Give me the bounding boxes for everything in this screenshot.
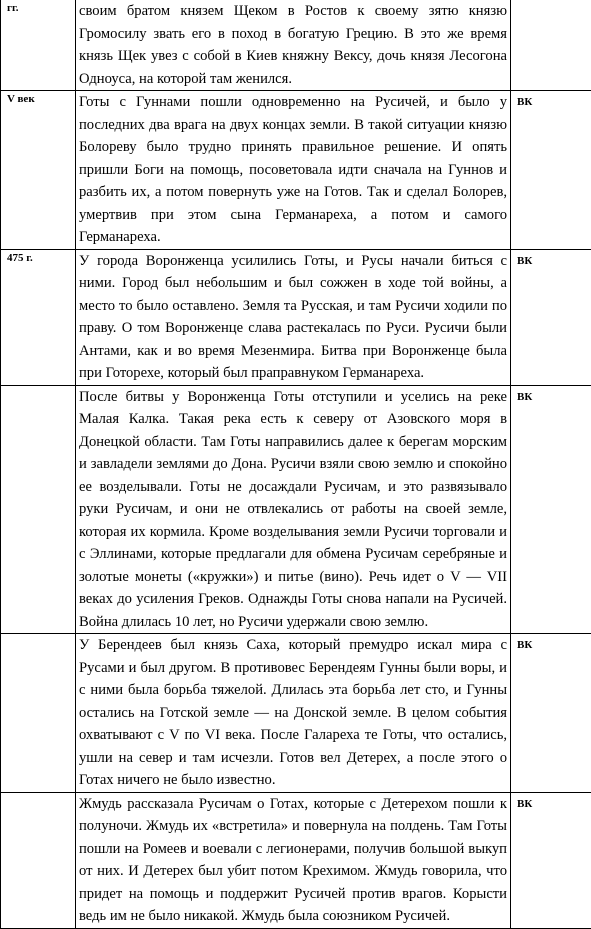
event-text-cell [76, 91, 511, 250]
source-cell: ВК [511, 634, 591, 793]
event-text-cell [76, 792, 511, 928]
date-cell [1, 792, 76, 928]
source-cell: ВК [511, 91, 591, 250]
event-text: своим братом князем Щеком в Ростов к своему зятю князю Громосилу звать его в поход в богатую Грецию. В это же время князь Щек увез с собой в Киев княжну Вексу, дочь князя Лесогона Одноуса, на которой там женился. [79, 0, 507, 90]
event-text: У Берендеев был князь Саха, который премудро искал мира с Русами и был другом. В противовес Берендеям Гунны были воры, и с ними была борьба тяжелой. Длилась эта борьба лет сто, и Гунны остались на Готской земле — на Донской земле. В целом события охватывают с V по VI века. После Галареха те Готы, что остались, ушли на север и там исчезли. Готов вел Детерех, а после этого о Готах ничего не было известно. [79, 634, 507, 792]
event-text-cell [76, 0, 511, 91]
source-cell: ВК [511, 385, 591, 634]
table-row [1, 792, 591, 928]
table-row [1, 385, 591, 634]
table-row [1, 249, 591, 385]
table-row [1, 634, 591, 793]
event-text-cell [76, 249, 511, 385]
source-cell: ВК [511, 792, 591, 928]
date-cell: V век [1, 91, 76, 250]
event-text-cell [76, 385, 511, 634]
event-text: У города Воронженца усилились Готы, и Русы начали биться с ними. Город был небольшим и был сожжен в ходе той войны, а место то было оставлено. Земля та Русская, и там Русичи ходили по праву. О том Воронженце слава растекалась по Руси. Русичи были Антами, как и во время Мезенмира. Битва при Воронженце была при Готорехе, который был праправнуком Германареха. [79, 250, 507, 385]
table-row [1, 91, 591, 250]
event-text-cell [76, 634, 511, 793]
source-cell [511, 0, 591, 91]
event-text: Жмудь рассказала Русичам о Готах, которые с Детерехом пошли к полуночи. Жмудь их «встретила» и повернула на полдень. Там Готы пошли на Ромеев и воевали с легионерами, получив большой выкуп от них. И Детерех был убит потом Крехимом. Жмудь говорила, что придет на помощь и поддержит Русичей против врагов. Корысти ведь им не было никакой. Жмудь была союзником Русичей. [79, 793, 507, 928]
date-cell: 475 г. [1, 249, 76, 385]
date-cell [1, 634, 76, 793]
event-text: После битвы у Воронженца Готы отступили и уселись на реке Малая Калка. Такая река есть к северу от Азовского моря в Донецкой области. Там Готы направились далее к берегам морским и завладели землями до Дона. Русичи взяли свою землю и спокойно ее возделывали. Готы не досаждали Русичам, и это развязывало руки Русичам, и они не отвлекались от работы на своей земле, которая их кормила. Кроме возделывания земли Русичи торговали и с Эллинами, которые предлагали для обмена Русичам серебряные и золотые монеты («кружки») и питье (вино). Речь идет о V — VII веках до усиления Греков. Однажды Готы снова напали на Русичей. Война длилась 10 лет, но Русичи удержали свою землю. [79, 386, 507, 634]
table-row [1, 0, 591, 91]
event-text: Готы с Гуннами пошли одновременно на Русичей, и было у последних два врага на двух концах земли. В такой ситуации князю Болореву было трудно принять правильное решение. И опять пришли Боги на помощь, посоветовала идти сначала на Гуннов и разбить их, а потом повернуть уже на Готов. Так и сделал Болорев, умертвив при этом сына Германареха, а потом и самого Германареха. [79, 91, 507, 249]
source-cell: ВК [511, 249, 591, 385]
date-cell: гг. [1, 0, 76, 91]
date-cell [1, 385, 76, 634]
